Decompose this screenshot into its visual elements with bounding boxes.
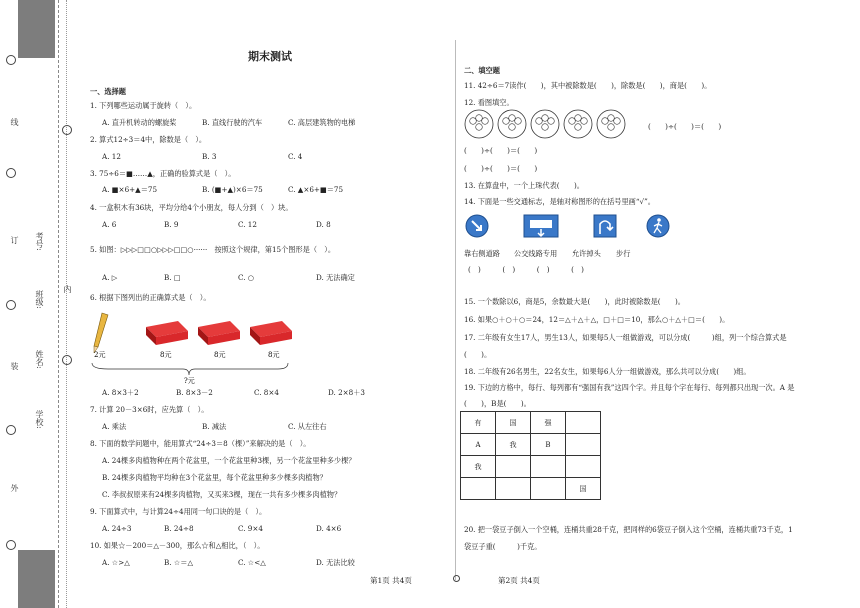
gutter-gray-top [18,0,55,58]
q12-figure [464,108,634,142]
q7-option-a: A. 乘法 [102,422,127,431]
q2-option-b: B. 3 [202,152,217,161]
q14-label-4: 步行 [616,249,631,258]
q1-option-c: C. 高层建筑物的电梯 [288,118,356,127]
q13: 13. 在算盘中，一个上珠代表( )。 [464,181,584,190]
q4-option-d: D. 8 [316,220,331,229]
q14: 14. 下面是一些交通标志，是轴对称图形的在括号里画“√”。 [464,197,655,206]
gutter-cut-line [58,0,59,608]
grid-cell [566,456,601,478]
q12-fill-2: ( )÷( )＝( ) [464,146,538,155]
q7-option-b: B. 减法 [202,422,227,431]
section-fill: 二、填空题 [464,66,500,75]
field-xuexiao: 学校: [35,410,44,429]
gutter-word-wai: 外 [10,484,19,492]
gutter-word-nei: 内 [63,285,72,293]
grid-cell: 强 [531,412,566,434]
q6-price-book: 8元 [160,351,172,359]
q10-option-a: A. ☆>△ [102,558,130,567]
circle-group-icon [531,110,559,138]
q9: 9. 下面算式中，与计算24÷4用同一句口诀的是（ ）。 [90,507,267,516]
circle-group-icon [597,110,625,138]
field-xingming: 姓名: [35,350,44,369]
field-banji: 班级: [35,290,44,309]
q20-cont: 袋豆子重( )千克。 [464,542,542,551]
q8-option-a: A. 24棵多肉植物种在两个花盆里，一个花盆里种3棵，另一个花盆里种多少棵？ [102,456,356,465]
q6-price-book: 8元 [268,351,280,359]
grid-cell: 国 [496,412,531,434]
grid-cell: 有 [461,412,496,434]
q6-price-book: 8元 [214,351,226,359]
q8-option-b: B. 24棵多肉植物平均种在3个花盆里，每个花盆里种多少棵多肉植物？ [102,473,327,482]
q6-option-b: B. 8×3－2 [176,388,213,397]
column-divider [455,40,456,580]
q3-option-a: A. ■×6+▲＝75 [102,185,158,194]
q1: 1. 下列哪些运动属于旋转（ ）。 [90,101,197,110]
q6-option-c: C. 8×4 [254,388,279,397]
circle-group-icon [465,110,493,138]
q19-grid [460,411,601,500]
grid-cell: 国 [566,478,601,500]
q2: 2. 算式12÷3＝4中，除数是（ ）。 [90,135,207,144]
q10-option-d: D. 无法比较 [316,558,355,567]
page-title: 期末测试 [248,50,292,63]
q14-signs [464,212,684,244]
pencil-icon [94,313,108,353]
grid-cell: B [531,434,566,456]
page-number-1: 第1页 共4页 [370,576,412,585]
q14-label-3: 允许掉头 [572,249,601,258]
q17: 17. 二年级有女生17人，男生13人，如果每5人一组做游戏，可以分成( )组，列一个综合算式是 [464,333,787,342]
q4-option-b: B. 9 [164,220,179,229]
q16: 16. 如果○＋○＋○＝24，12＝△＋△＋△，□＋□＝10，那么○＋△＋□＝( )。 [464,315,730,324]
gutter-gray-bottom [18,550,55,608]
q14-label-1: 靠右侧道路 [464,249,500,258]
gutter-word-xian: 线 [10,118,19,126]
gutter-hole [6,540,16,550]
q3: 3. 75÷6＝■……▲，正确的验算式是（ ）。 [90,169,236,178]
q6: 6. 根据下图列出的正确算式是（ ）。 [90,293,211,302]
grid-cell [496,478,531,500]
q18: 18. 二年级有26名男生，22名女生，如果每6人分一组做游戏，那么共可以分成( )组。 [464,367,751,376]
q4: 4. 一盒积木有36块，平均分给4个小朋友，每人分到（ ）块。 [90,203,293,212]
q17-cont: ( )。 [464,350,492,359]
center-dot-icon [453,575,460,582]
q3-option-c: C. ▲×6+■＝75 [288,185,344,194]
q1-option-b: B. 直线行驶的汽车 [202,118,263,127]
q3-option-b: B. (■+▲)×6＝75 [202,185,263,194]
q7-option-c: C. 从左往右 [288,422,327,431]
q14-brackets: ( ) ( ) ( ) ( ) [468,265,584,274]
q5-option-b: B. □ [164,273,181,282]
field-kaohao: 考号: [35,232,44,251]
q7: 7. 计算 20－3×6时，应先算（ ）。 [90,405,209,414]
grid-cell: 我 [496,434,531,456]
gutter-hole [62,355,72,365]
q9-option-d: D. 4×6 [316,524,342,533]
book-icon [250,321,292,345]
q5-option-c: C. ○ [238,273,255,282]
book-icon [198,321,240,345]
q10-option-c: C. ☆<△ [238,558,266,567]
q14-label-2: 公交线路专用 [514,249,558,258]
q10: 10. 如果☆－200＝△－300，那么☆和△相比，（ ）。 [90,541,265,550]
q4-option-c: C. 12 [238,220,257,229]
q9-option-b: B. 24÷8 [164,524,194,533]
q8: 8. 下面的数学问题中，能用算式“24÷3＝8（棵）”来解决的是（ ）。 [90,439,311,448]
q6-figure [88,305,298,385]
q8-option-c: C. 李叔叔原来有24棵多肉植物，又买来3棵，现在一共有多少棵多肉植物？ [102,490,342,499]
u-turn-sign-icon [594,215,616,237]
circle-group-icon [564,110,592,138]
gutter-word-ding: 订 [10,236,19,244]
q10-option-b: B. ☆＝△ [164,558,194,567]
grid-cell [531,478,566,500]
circle-group-icon [498,110,526,138]
gutter-hole [62,125,72,135]
q4-option-a: A. 6 [102,220,117,229]
q6-option-a: A. 8×3＋2 [102,388,139,397]
grid-cell: A [461,434,496,456]
grid-cell: 我 [461,456,496,478]
q11: 11. 42÷6＝7读作( )，其中被除数是( )，除数是( )，商是( )。 [464,81,712,90]
grid-cell [531,456,566,478]
q2-option-a: A. 12 [102,152,121,161]
q20: 20. 把一袋豆子倒入一个空桶，连桶共重28千克，把同样的6袋豆子倒入这个空桶，连桶共重73千克，1 [464,525,793,534]
bus-lane-sign-icon [524,215,558,237]
q19: 19. 下边的方格中，每行、每列都有“强国有我”这四个字。并且每个字在每行、每列都只出现一次。A 是 [464,383,795,392]
q12: 12. 看图填空。 [464,98,514,107]
section-choice: 一、选择题 [90,87,126,96]
q2-option-c: C. 4 [288,152,303,161]
q5-option-a: A. ▷ [102,273,118,282]
q19-cont: ( )，B是( )。 [464,399,531,408]
q12-fill-1: ( )÷( )＝( ) [648,122,722,131]
q6-price-pencil: 2元 [94,351,106,359]
grid-cell [461,478,496,500]
gutter-word-zhuang: 装 [10,362,19,370]
q6-option-d: D. 2×8＋3 [328,388,366,397]
grid-cell [566,434,601,456]
grid-cell [566,412,601,434]
q12-fill-3: ( )÷( )＝( ) [464,164,538,173]
keep-right-sign-icon [466,215,488,237]
gutter-hole [6,425,16,435]
grid-cell [496,456,531,478]
page-number-2: 第2页 共4页 [498,576,540,585]
q1-option-a: A. 直升机转动的螺旋桨 [102,118,177,127]
q9-option-a: A. 24÷3 [102,524,132,533]
q5-option-d: D. 无法确定 [316,273,355,282]
book-icon [146,321,188,345]
q15: 15. 一个数除以6，商是5，余数最大是( )，此时被除数是( )。 [464,297,685,306]
gutter-hole [6,55,16,65]
q9-option-c: C. 9×4 [238,524,263,533]
gutter-hole [6,300,16,310]
walking-sign-icon [647,215,669,237]
binding-line [66,0,67,608]
q5: 5. 如图：▷▷▷□□○▷▷▷□□○······ 按照这个规律，第15个图形是（ ）。 [90,245,336,254]
gutter-hole [6,168,16,178]
q6-total: ?元 [184,377,195,385]
